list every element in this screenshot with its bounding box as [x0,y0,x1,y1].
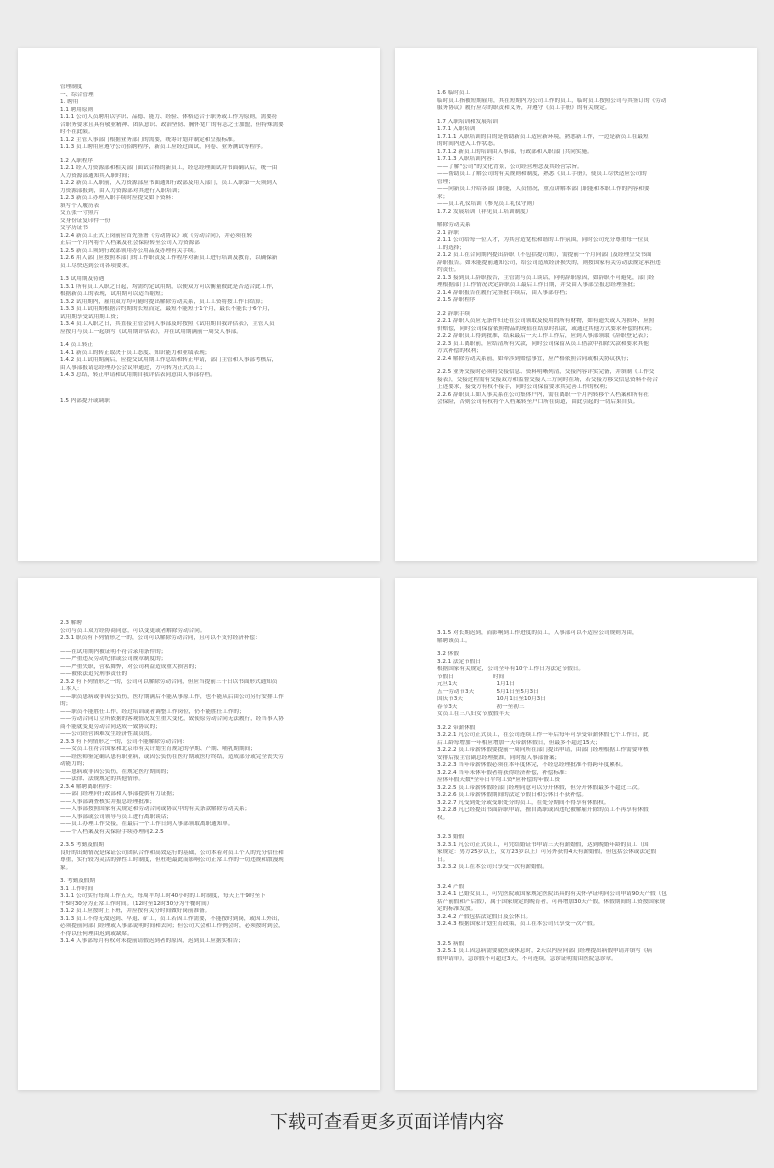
text-line: ——员工办理工作交接，在最后一个工作日到人事部领取离职通知单。 [60,821,234,827]
text-line: 节假日 时间 [437,673,505,680]
text-line: 权。 [437,814,449,821]
text-line: 女员工在三八妇女节放假半天 [437,711,510,717]
text-line: 1.7.1 入职培训 [437,126,476,132]
text-line: 的时间内进入工作状态。 [437,141,499,147]
text-line: 1.2.4 新员工正式上岗前应首先签署《劳动协议》或《劳动合同》，并必须在转 [60,232,253,239]
text-line: 1.7.1.3 入职培训内容： [437,156,498,162]
text-line: 2.2.4 解除劳动关系前，如牵涉到赔偿事宜，应严格依照合同或相关协议执行； [437,355,633,362]
text-line: 1.7.2 发展培训（祥见员工培训制度） [437,208,532,215]
text-line: 家规定：男方25岁以上，女方23岁以上）可另外获得4天有薪婚假，但包括公休或法定假 [437,849,657,855]
text-line: 3.2.2.8 凡已经提出书面辞职申请，擅自离职或因违纪被解雇开除的员工不再享有休假 [437,807,649,813]
text-line: 假申请单》，急诊假不可超过3天，不可连续，急诊证明需由医院急诊章。 [437,955,617,962]
text-line: 1.7.1.1 入职培训的目的是帮助新员工适应新环境，熟悉新工作，一边是新员工在最短 [437,133,649,140]
text-line: 人力资源部通知其入职时间； [60,172,133,179]
text-line: ——女员工在符合国家和北京市有关计划生育规定的孕期、产期、哺乳期期间； [60,746,256,752]
text-line: 安排后报主管副总经理批准，同时报人事部备案； [437,754,561,761]
text-line: 1.5 内部提升或调职 [60,397,110,404]
text-line: 2.2.3 员工离职前，应结清所有欠款，同时公司保留从员工借款中扣除欠款和要求其他 [437,340,649,347]
text-line: 括产前假和产后假），属于国家规定的晚育者，可再增加30天产假，休假期间的工资按国家规 [437,898,666,905]
text-line: 3.2.2.2 员工带薪休假要提前一周向所在部门提出申请，由部门经理根据工作需要审核 [437,747,649,753]
text-line: 2.2.1 辞职人员应无条件归还在公司领取及使用的所有财物，如有遗失或人为损坏，应照 [437,318,655,324]
text-line: 后工龄每增加一年相应增加一天带薪休假日，但最多不超过15天； [437,739,601,746]
text-line: 商不能就变更劳动合同达成一致协议的； [60,723,161,730]
text-line: 力资源部报到，由人力资源部对其进行入职培训； [60,187,184,194]
text-line: 时不在此限。 [60,129,94,135]
text-line: 1. 聘用 [60,99,79,105]
text-line: 上述要求，接受方有权不接手，同时公司保留要求其完善工作的权利； [437,384,611,390]
text-line: 1.3.4 员工入职之日，其直接主管会同人事部及时按照《试用期自我评估表》，主管人员 [60,321,275,327]
text-line: 1.1.1 公司人员聘用以学识、品德、能力、经验、体格适合于职务或工作为原则，需要符 [60,114,278,120]
text-line: ——职员患病或非因公负伤，医疗期满后不能从事原工作，也不能从后由公司另行安排工作 [60,693,284,700]
text-line: 2.3.4 解聘离职程序： [60,783,116,790]
text-line: 2.2.2 辞职员工得到批准，结束最后一天工作工作后，应到人事部领取《辞职登记表》； [437,333,652,339]
text-line: 1.2.3 新员工办理入职手续时应提交如下资料： [60,195,177,201]
text-line: 3.2 休假 [437,651,459,657]
text-line: 会保险，否则公司有权将个人档案转至户口所在街道，由此引起的一切后果自负。 [437,399,639,405]
text-line: 2.2 辞职手续 [437,310,471,317]
document-page-3 [18,578,380,1090]
text-line: 由人事部报请总经理办公会议审通过，方可转为正式员工； [60,364,206,371]
text-line: 工本人： [60,686,83,692]
text-line: 2.3.2 有下列情形之一的，公司可以解除劳动合同，但应当提前三十日以书面形式通知员 [60,678,278,685]
text-line: 1.2.5 新员工须到行政部领用办公用品及办理有关手续。 [60,247,200,254]
text-line: 1.3.3 员工试用期根据合约期的长短而定，最短不能短于1个月，最长不能长于6个月， [60,306,274,312]
text-line: 3.2.2.3 当年带薪休假必须在本年度休完，不经总经理批准不得跨年度累积。 [437,762,627,768]
text-line: 必须提前向部门经理或人事部说明时间和去向；但公司大会和工作例会时，必须按时到会， [60,923,284,929]
page-text [60,84,348,405]
text-line: 1.2 入职程序 [60,157,94,164]
text-line: 接表》，交接过程需有交接双方和监督交接人三方同时在场，若交接方移交信息资料不符合 [437,376,658,383]
text-line: 3. 考勤及假期 [60,878,96,884]
document-page-1 [18,48,380,561]
text-line: 3.2.4.2 产假包括法定假日及公休日。 [437,913,532,920]
text-line: 交学历证书 [60,225,88,231]
text-line: 3.2.3.1 凡公司正式员工，可凭结婚证书申请三天有薪婚假，达到晚婚年龄的员工（国 [437,841,649,848]
text-line: ——经医师鉴定确认患有职业病，或因公负伤在医疗期或医疗终结，造成部分或完全丧失劳 [60,753,284,760]
text-line: ——严重失职，营私舞弊，对公司利益造成重大损害的； [60,663,200,670]
text-line: 应按月与员工一起填写《试用期评估表》，并在试用期满前一周交人事部。 [60,328,242,335]
text-line: 管理制度 [60,84,83,90]
text-line: 1.4.2 员工试用期满后，应提交试用期工作总结和转正申请，部门主管和人事部考核后， [60,357,278,363]
text-line: 1.1.3 员工聘用应遵守公司招聘程序，新员工应经过面试，问卷、业务测试等程序。 [60,144,267,150]
text-line: ——人事部或公司领导与员工进行离职谈话； [60,813,172,820]
text-line: 2.3.1 职员有下列情形之一的，公司可以解除劳动合同，且可以不支付经济补偿： [60,635,261,641]
text-line: 2.3.3 有下列情形之一的，公司不能解除劳动合同： [60,738,188,745]
text-line: 3.1 工作时间 [60,885,94,892]
text-line: 解聘该员工。 [437,637,471,644]
text-line: 理根据部门工作情况决定辞职员工最后工作日期，并交由人事部呈报总经理签批； [437,282,639,288]
text-line: 1.1 聘用原则 [60,106,94,113]
text-line: 3.2.2.4 当年未休年假者将获得经济补偿，补偿标准： [437,769,571,776]
text-line: 3.2.4.3 根据国家计划生育政策，员工在本公司只享受一次产假。 [437,921,599,927]
text-line: 价赔偿，同时公司保留依照物品的现值在结算时扣款，或通过其他方式要求补偿的权利； [437,325,656,332]
text-line: 2.1.2 员工在合同期内提出辞职（不包括提司期），需提前一个月向部门及经理呈交书面 [437,252,652,258]
text-line: ——向新员工介绍各部门职能，人员情况，重点讲解本部门职能和本职工作的内容和要 [437,186,650,192]
text-line: 3.2.5 病假 [437,940,465,947]
text-line: 3.2.3.2 员工在本公司只享受一次有薪婚假。 [437,864,548,870]
text-line: 3.2.3 婚假 [437,834,465,840]
text-line: 2.1.5 辞职程序 [437,297,476,303]
text-line: ——法律、法规规定的其他情形。 [60,776,144,782]
text-line: 象。 [60,864,72,871]
text-line: ——职员不能胜任工作，经过培训或者调整工作岗位，仍不能胜任工作的； [60,708,245,715]
text-line: 2.1.1 公司给每一位人才，为其营造宽松和谐的工作氛围，同时公司充分尊重每一位员 [437,237,649,243]
text-line: 求； [437,193,449,200]
text-line: ——被依法追究刑事责任的 [60,671,128,677]
text-line: ——在试用期内被证明不符合录用条件的； [60,648,167,655]
text-line: 3.2.2.5 员工带薪休假经部门经理同意可以分开休假，但分开休假最多不超过三次。 [437,784,643,791]
text-line: ——个人档案及有关保险手续办理同2.2.5 [60,828,164,835]
text-line: 3.2.1 法定节假日 [437,658,481,665]
text-line: 3.1.2 员工应按时上下班，并应按有关分时间做好岗前准备。 [60,908,211,914]
text-line: 尊重，实行较为灵活的弹性工时制度，但杜绝最此而影响公司正常工作的一切违规和散漫现 [60,857,284,863]
text-line: 公司与员工双方经协商同意，可以变更或者解除劳动合同。 [60,627,206,634]
text-line: 合职务要求且具有敬业精神、团队意识、政治坚韧、胸怀宽广的有志之士加盟，但特殊需要 [60,121,284,128]
text-line: 1.7 入职培训和发展培训 [437,118,499,125]
text-line: 临时员工指被短期雇用，其在短期内为公司工作的员工，临时员工按照公司与其签订的《劳动 [437,97,667,104]
text-line: 1.4 员工转正 [60,342,94,348]
text-line: 辞职报告。如未能提前通知公司，给公司造成经济损失的，则按国家有关劳动法规定承担违 [437,259,661,266]
text-line: 3.2.4 产假 [437,883,465,890]
text-line: 1.2.1 经人力资源部和相关部门面试合格的新员工，经总经理面试并书面确认后，统一由 [60,165,278,171]
text-line: 3.2.2 带薪休假 [437,724,476,731]
text-line: 解除劳动关系 [437,222,471,228]
text-line: 一、综合管理 [60,91,94,98]
text-line: 1.3 试用期及待遇 [60,276,105,282]
page-text [437,630,725,963]
text-line: ——劳动合同订立所依据的客观情况发生重大变化，致使原劳动合同无法履行，经当事人协 [60,716,284,722]
text-line: 正后一个月内将个人档案及社会保险转至公司人力资源部 [60,240,200,246]
text-line: ——公司经营困难发生经济性裁员的。 [60,731,156,737]
text-line: 1.6 临时员工 [437,90,471,96]
text-line: ——人事部按照国家有关规定和劳动合同或协议中的有关条款解除劳动关系； [60,806,251,812]
document-page-4 [395,578,757,1090]
text-line: 3.2.5.1 员工因急病需要就医或休息时，2天以内应向部门经理提出病假申请并填写《病 [437,948,653,954]
text-line: ——员工礼仪培训（参见员工礼仪守则） [437,201,538,207]
text-line: 管理； [437,178,454,185]
text-line: 3.1.3 员工不得无故迟到、早退、矿工，员工若因工作需要，不能按时到岗，或因工外出， [60,915,283,922]
text-line: 根据新员工的表现，试用期可以适当缩短； [60,291,167,297]
text-line: 1.3.2 试用期内，雇用双方均可随时提出解除劳动关系，员工工资将按工作日结算； [60,298,267,305]
text-line: 根据国家有关规定，公司全年有10个工作日为法定节假日。 [437,666,584,672]
text-line: 1.1.2 主管人事部门根据业务部门的需要，统筹计划并制定和呈报标准。 [60,136,239,143]
text-line: 元旦1天 1月1日 [437,681,515,687]
text-line: 2.3 解聘 [60,620,82,626]
text-line: ——严重违反劳动纪律或公司规章制度的； [60,656,167,662]
page-text [60,620,348,946]
text-line: ——了解“公司”的文化背景，公司经营理念及其经营宗旨。 [437,163,583,170]
text-line: 2.1 辞职 [437,229,459,236]
text-line: 3.2.2.6 员工带薪休假期间的法定节假日和公休日不获补偿。 [437,792,588,798]
text-line: 交身份证复印件一份 [60,217,111,224]
page-text [437,90,725,407]
text-line: 1.3.1 所有员工入职之日起，均需约定试用期，以便双方可以衡量彼此是否适合此工作， [60,283,278,290]
text-line: 动能力的； [60,761,88,767]
text-line: 1.2.2 新员工入职前，入力资源部应书面通知行政部及用人部门，员工入职第一天须到人 [60,180,278,186]
text-line: 服务协议》履行应尽的职责和义务，并遵守《员工手册》的有关规定。 [437,105,611,111]
text-line: 1.4.1 新员工的转正取决于员工态度、知识能力和业绩表现； [60,349,211,356]
text-line: 的； [60,701,72,707]
text-line: 国庆节3天 10月1日至10月3日 [437,696,546,702]
text-line: 2.1.4 辞职报告在履行完签批手续后，由人事部存档； [437,289,571,296]
text-line: 2.2.6 辞职员工如人事关系在公司集体户内，需在离职一个月内转移个人档案和所有社 [437,391,649,398]
text-line: 交五张一寸照片 [60,210,100,216]
text-line: 3.2.2.1 凡公司正式员工，在公司连续工作一年后每年可享受带薪休假七个工作日，此 [437,732,649,738]
text-line: 应休年假天数*全年日平均工资*应补偿的年假工资 [437,777,561,783]
text-line: 员工尽快达到公司各项要求。 [60,262,133,269]
text-line: 试用期享受试用期工资； [60,313,122,320]
text-line: 1.4.3 总结，转正申请和试用期自我评估表同意由人事部存档。 [60,372,216,378]
text-line: 2.2.5 业务交接时必须将交接信息、资料明晰列清，交接内容详实完备，并填制《工作交 [437,369,655,375]
text-line: 不得以任何理由迟到或缺席。 [60,930,133,937]
text-line: ——患病或非因公负伤，在规定医疗期间的； [60,768,172,775]
text-line: 2.1.3 接到员工辞职报告，主管需与员工谈话，问明辞职原因，如辞职不可避免，部门经 [437,274,655,281]
text-line: 2.3.5 考勤及假期 [60,842,104,848]
text-line: 3.2.2.7 凡受到处分或受职处分的员工，在处分期间不得享有休假权。 [437,799,610,806]
document-page-2 [395,48,757,561]
text-line: 方式补偿的权利； [437,348,482,354]
text-line: 五一劳动节3天 5月1日至5月3日 [437,688,539,695]
text-line: 工的选择； [437,244,465,251]
text-line: 良好的出勤情况是保证公司团队合作和高效运行的基础，公司本着对员工个人的充分信任和 [60,849,284,856]
text-line: 3.1.1 公司实行每周工作五天，每周平均工时40小时的工时制度，每天上午9时至下 [60,893,266,899]
text-line: ——部门经理向行政部和人事部提供有力证据； [60,791,178,797]
text-line: 1.7.1.2 新员工的培训由人事部，行政部和入职部门共同实施。 [437,148,593,155]
text-line: ——帮助员工了解公司的有关规则和制度，熟悉《员工手册》，使员工尽快适应公司的 [437,171,647,177]
text-line: 日。 [437,856,449,863]
text-line: 填写个人履历表 [60,202,100,209]
text-line: 3.1.5 对长期迟到，而影响到工作进度的员工，人事部可以不适应公司规则为由， [437,630,638,636]
text-line: 1.2.6 用人部门应按照本部门的工作职责及工作程序对新员工进行培训及教育，以确保新 [60,255,278,261]
text-line: 午5时30分为正常工作时间。（12时至12时30分为午餐时间） [60,900,213,907]
text-line: 3.1.4 人事部每月有权对未提前请假迟到者的原因，迟到员工应据实相告； [60,938,244,944]
text-line: ——人事部调查核实并报总经理批准； [60,798,156,805]
text-line: 定的标准发放。 [437,906,477,912]
text-line: 约责任。 [437,267,460,273]
text-line: 春节3天 初一至初三 [437,703,525,710]
text-line: 3.2.4.1 已婚女员工，可凭医院或国家规定医院出具的有关怀孕证明向公司申请90天产假（包 [437,891,667,897]
download-more-caption: 下载可查看更多页面详情内容 [270,1112,504,1133]
